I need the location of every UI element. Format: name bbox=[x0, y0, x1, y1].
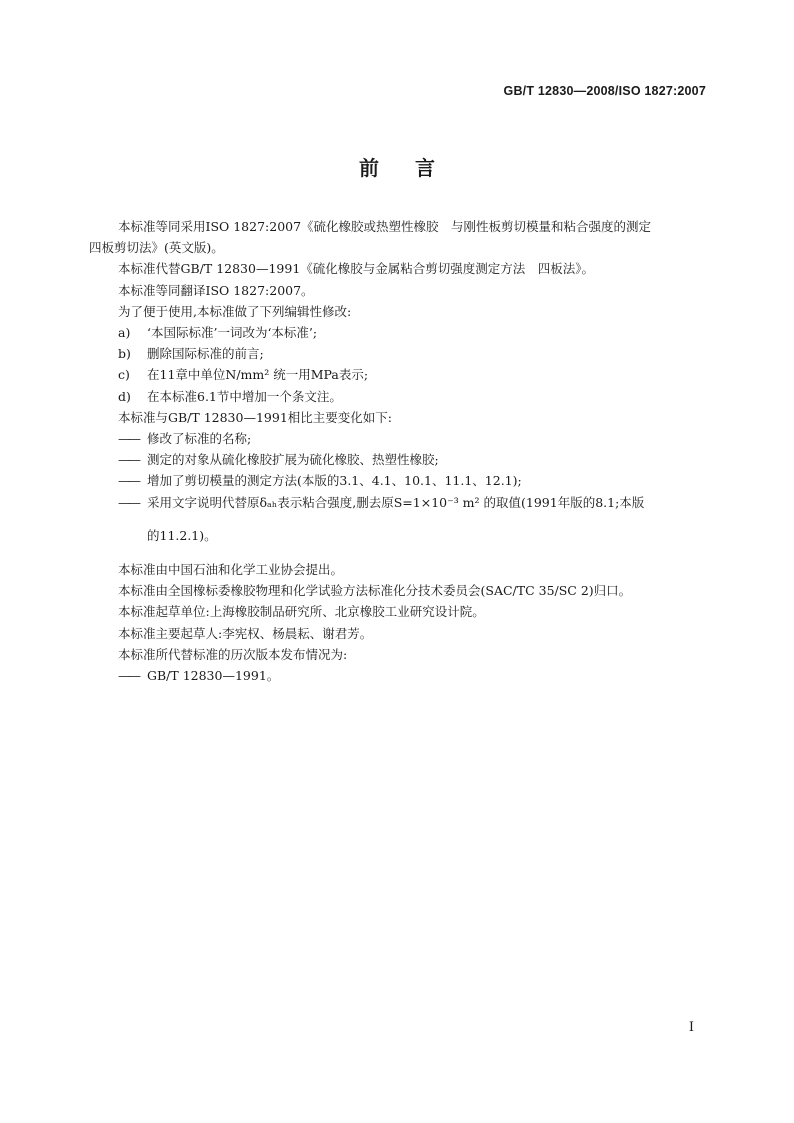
paragraph-proposer: 本标准由中国石油和化学工业协会提出。 bbox=[118, 562, 344, 578]
change-item-text: 采用文字说明代替原δₐₕ表示粘合强度,删去原S=1×10⁻³ m² 的取值(1991年版的8.1;本版 bbox=[147, 494, 645, 510]
change-item bbox=[118, 449, 708, 470]
edit-item-label: d) bbox=[118, 388, 131, 404]
edit-item-text: 删除国际标准的前言; bbox=[147, 346, 264, 362]
paragraph-translation: 本标准等同翻译ISO 1827:2007。 bbox=[118, 282, 314, 298]
change-item-continuation: 的11.2.1)。 bbox=[147, 528, 217, 544]
edit-item-label: b) bbox=[118, 346, 131, 362]
paragraph-adoption-line2: 四板剪切法》(英文版)。 bbox=[89, 240, 224, 256]
paragraph-replaces: 本标准代替GB/T 12830—1991《硫化橡胶与金属粘合剪切强度测定方法 四板法》。 bbox=[118, 261, 595, 277]
dash-marker: —— bbox=[118, 668, 139, 684]
preface-body bbox=[89, 216, 708, 686]
page-number: I bbox=[688, 1020, 694, 1035]
edit-item-b bbox=[118, 343, 708, 364]
paragraph-history-intro: 本标准所代替标准的历次版本发布情况为: bbox=[118, 646, 348, 662]
standard-code-header: GB/T 12830—2008/ISO 1827:2007 bbox=[503, 84, 706, 98]
change-item bbox=[118, 470, 708, 491]
change-item bbox=[118, 428, 708, 449]
edit-item-text: ‘本国际标准’一词改为‘本标准’; bbox=[147, 325, 318, 341]
page-title: 前言 bbox=[359, 156, 471, 180]
change-item-text: 增加了剪切模量的测定方法(本版的3.1、4.1、10.1、11.1、12.1); bbox=[147, 473, 522, 489]
edit-item-a bbox=[118, 322, 708, 343]
edit-item-text: 在本标准6.1节中增加一个条文注。 bbox=[147, 388, 342, 404]
paragraph-changes-intro: 本标准与GB/T 12830—1991相比主要变化如下: bbox=[118, 409, 392, 425]
paragraph-drafters: 本标准主要起草人:李宪权、杨晨耘、谢君芳。 bbox=[118, 625, 373, 641]
change-item bbox=[118, 492, 708, 513]
dash-marker: —— bbox=[118, 494, 139, 510]
change-item-text: 修改了标准的名称; bbox=[147, 431, 252, 447]
history-item bbox=[118, 665, 708, 686]
dash-marker: —— bbox=[118, 431, 139, 447]
edit-item-c bbox=[118, 364, 708, 385]
paragraph-edits-intro: 为了便于使用,本标准做了下列编辑性修改: bbox=[118, 303, 352, 319]
paragraph-committee: 本标准由全国橡标委橡胶物理和化学试验方法标准化分技术委员会(SAC/TC 35/SC 2)归口。 bbox=[118, 583, 632, 599]
paragraph-adoption bbox=[118, 216, 708, 237]
paragraph-adoption-cont bbox=[89, 237, 708, 258]
history-item-text: GB/T 12830—1991。 bbox=[147, 668, 280, 684]
edit-item-label: a) bbox=[118, 325, 131, 341]
change-item-text: 测定的对象从硫化橡胶扩展为硫化橡胶、热塑性橡胶; bbox=[147, 452, 439, 468]
edit-item-text: 在11章中单位N/mm² 统一用MPa表示; bbox=[147, 367, 369, 383]
edit-item-label: c) bbox=[118, 367, 130, 383]
edit-item-d bbox=[118, 386, 708, 407]
paragraph-drafting-units: 本标准起草单位:上海橡胶制品研究所、北京橡胶工业研究设计院。 bbox=[118, 604, 485, 620]
dash-marker: —— bbox=[118, 452, 139, 468]
dash-marker: —— bbox=[118, 473, 139, 489]
paragraph-adoption-line1: 本标准等同采用ISO 1827:2007《硫化橡胶或热塑性橡胶 与刚性板剪切模量和粘合强度的测定 bbox=[118, 219, 652, 234]
